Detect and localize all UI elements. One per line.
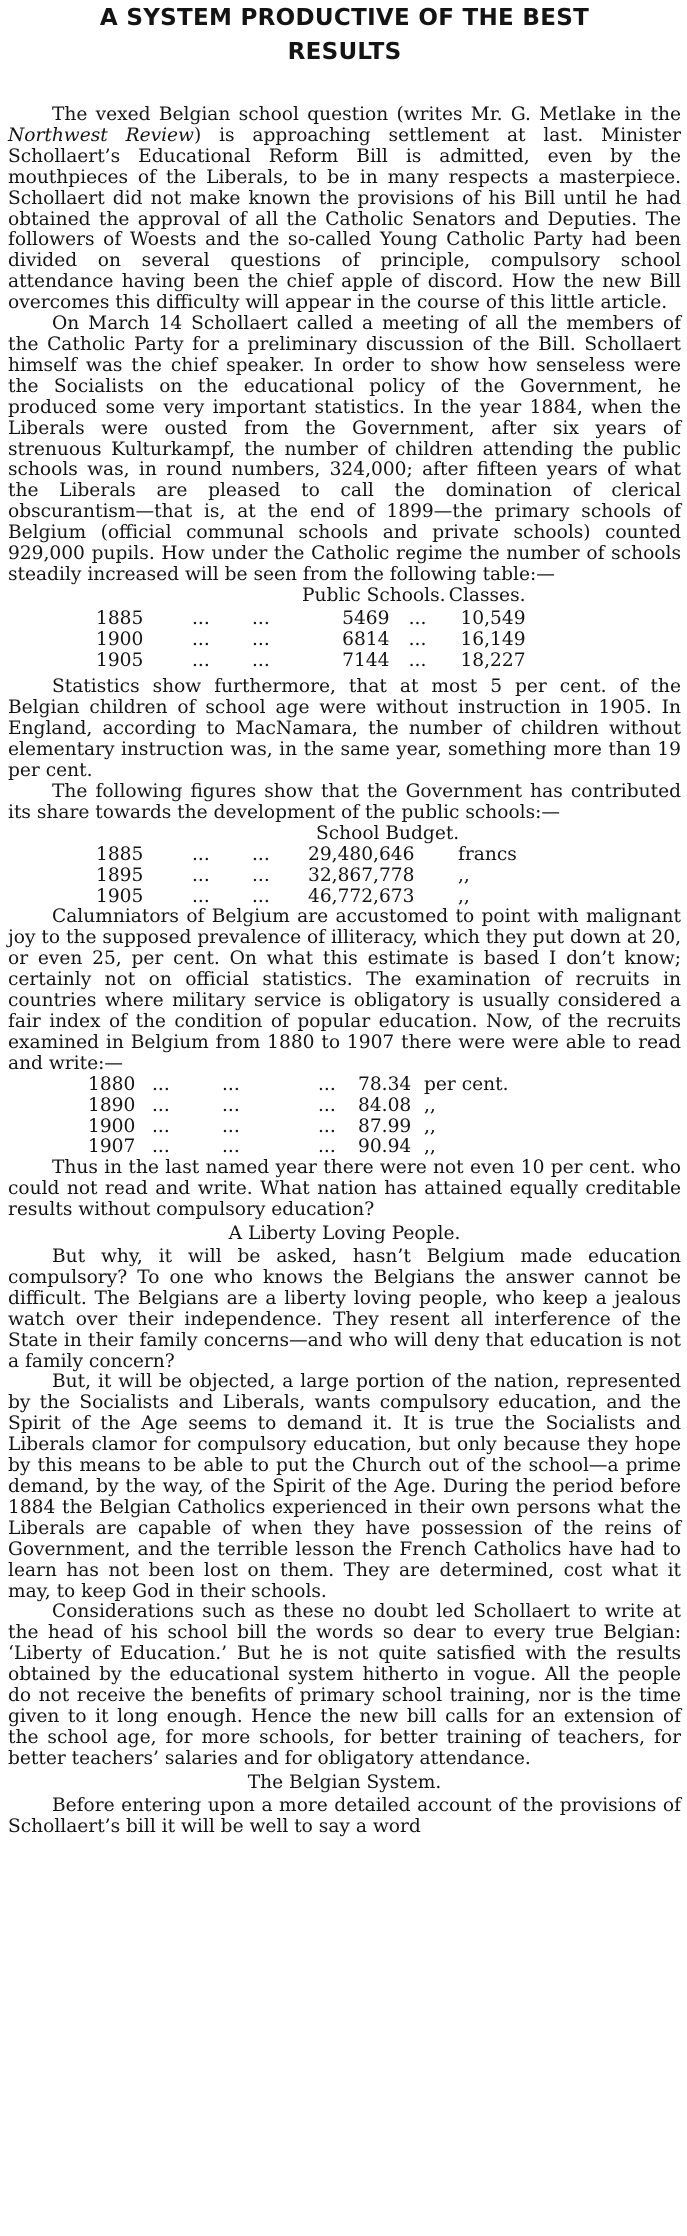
intro-text-end: ) is approaching settlement at last. Minister Schollaert’s Educational Reform Bill is admitted, even by the mouthpieces of the Liberals, to be in many respects a masterpiece. Schollaert did not make known the provisions of his Bill until he had obtained the approval of all the Catholic Senators and Deputies. The followers of Woests and the so-called Young Catholic Party had been divided on several questions of principle, compulsory school attendance having been the chief apple of discord. How the new Bill overcomes this difficulty will appear in the course of this little article. [8, 124, 681, 314]
table-row [88, 1075, 508, 1096]
budget-table [96, 824, 517, 908]
table-cell-unit: ,, [458, 885, 470, 907]
leader-dots: ... [252, 649, 270, 671]
leader-dots: ... [152, 1094, 170, 1116]
leader-dots: ... [152, 1115, 170, 1137]
article-headline [8, 0, 681, 69]
headline-line-1: A SYSTEM PRODUCTIVE OF THE BEST [99, 5, 590, 31]
table-cell-year: 1885 [96, 843, 144, 865]
paragraph-statistics: Statistics show furthermore, that at most 5 per cent. of the Belgian children of school age were without instruction in 1905. In England, according to MacNamara, the number of children without elementary instruction was, in the same year, something more than 19 per cent. [8, 676, 681, 782]
headline-line-2: RESULTS [287, 39, 402, 65]
table-cell-year: 1907 [88, 1136, 136, 1158]
intro-text-start: The vexed Belgian school question (writes Mr. G. Metlake in the [52, 104, 681, 125]
table-cell-unit: francs [458, 843, 517, 865]
table-cell-schools: 6814 [342, 628, 390, 650]
leader-dots: ... [192, 628, 210, 650]
table-cell-unit: ,, [424, 1115, 436, 1137]
table-cell-year: 1900 [88, 1115, 136, 1137]
leader-dots: ... [252, 628, 270, 650]
table-cell-amount: 32,867,778 [308, 864, 415, 886]
paragraph-intro [8, 105, 681, 314]
leader-dots: ... [192, 607, 210, 629]
table-cell-amount: 46,772,673 [308, 885, 415, 907]
table-cell-percent: 87.99 [358, 1115, 412, 1137]
table-cell-unit: ,, [424, 1136, 436, 1158]
table-row [88, 1096, 508, 1117]
leader-dots: ... [318, 1094, 336, 1116]
paragraph-conclusion-literacy: Thus in the last named year there were not even 10 per cent. who could not read and write. What nation has attained equally creditable results without compulsory education? [8, 1157, 681, 1221]
schools-column-header: Public Schools. [302, 584, 446, 606]
table-cell-percent: 78.34 [358, 1073, 412, 1095]
paragraph-meeting: On March 14 Schollaert called a meeting of all the members of the Catholic Party for a preliminary discussion of the Bill. Schollaert himself was the chief speaker. In order to show how senseless were the Socialists on the educational policy of the Government, he produced some very important statistics. In the year 1884, when the Liberals were ousted from the Government, after six years of strenuous Kulturkampf, the number of children attending the public schools was, in round numbers, 324,000; after fifteen years of what the Liberals are pleased to call the domination of clerical obscurantism—that is, at the end of 1899—the primary schools of Belgium (official communal schools and private schools) counted 929,000 pupils. How under the Catholic regime the number of schools steadily increased will be seen from the following table:— [8, 313, 681, 585]
schools-table-header [96, 586, 526, 609]
table-cell-schools: 7144 [342, 649, 390, 671]
leader-dots: ... [252, 607, 270, 629]
schools-table [96, 586, 526, 672]
leader-dots: ... [222, 1094, 240, 1116]
leader-dots: ... [318, 1115, 336, 1137]
table-cell-year: 1900 [96, 628, 144, 650]
leader-dots: ... [408, 628, 427, 650]
table-cell-year: 1890 [88, 1094, 136, 1116]
publication-name: Northwest Review [8, 124, 194, 146]
paragraph-budget-intro: The following figures show that the Government has contributed its share towards the development of the public schools:— [8, 781, 681, 823]
paragraph-compulsory-question: But why, it will be asked, hasn’t Belgium made education compulsory? To one who knows the Belgians the answer cannot be difficult. The Belgians are a liberty loving people, who keep a jealous watch over their independence. They resent all interference of the State in their family concerns—and who will deny that education is not a family concern? [8, 1246, 681, 1372]
table-cell-unit: ,, [424, 1094, 436, 1116]
table-cell-classes: 10,549 [460, 607, 526, 629]
table-row [88, 1117, 508, 1138]
leader-dots: ... [192, 864, 210, 886]
table-row [96, 609, 526, 630]
leader-dots: ... [318, 1073, 336, 1095]
table-cell-classes: 18,227 [460, 649, 526, 671]
table-cell-amount: 29,480,646 [308, 843, 415, 865]
table-row [96, 651, 526, 672]
leader-dots: ... [408, 607, 427, 629]
table-cell-year: 1895 [96, 864, 144, 886]
table-row [96, 630, 526, 651]
paragraph-considerations: Considerations such as these no doubt led Schollaert to write at the head of his school bill the words so dear to every true Belgian: ‘Liberty of Education.’ But he is not quite satisfied with the results obtained by the educational system hitherto in vogue. All the people do not receive the benefits of primary school training, nor is the time given to it long enough. Hence the new bill calls for an extension of the school age, for more schools, for better training of teachers, for better teachers’ salaries and for obligatory attendance. [8, 1601, 681, 1769]
leader-dots: ... [252, 864, 270, 886]
classes-column-header: Classes. [448, 584, 526, 606]
table-cell-year: 1905 [96, 649, 144, 671]
table-cell-year: 1880 [88, 1073, 136, 1095]
table-cell-unit: ,, [458, 864, 470, 886]
leader-dots: ... [252, 843, 270, 865]
table-cell-year: 1885 [96, 607, 144, 629]
paragraph-illiteracy: Calumniators of Belgium are accustomed to point with malignant joy to the supposed prevalence of illiteracy, which they put down at 20, or even 25, per cent. On what this estimate is based I don’t know; certainly not on official statistics. The examination of recruits in countries where military service is obligatory is usually considered a fair index of the condition of popular education. Now, of the recruits examined in Belgium from 1880 to 1907 there were were able to read and write:— [8, 906, 681, 1074]
paragraph-belgian-system: Before entering upon a more detailed account of the provisions of Schollaert’s bill it will be well to say a word [8, 1794, 681, 1837]
table-cell-unit: per cent. [424, 1073, 509, 1095]
table-cell-percent: 84.08 [358, 1094, 412, 1116]
table-cell-schools: 5469 [342, 607, 390, 629]
table-row [96, 866, 517, 887]
budget-table-header [96, 824, 517, 845]
article-body [8, 105, 681, 1838]
leader-dots: ... [222, 1073, 240, 1095]
paragraph-objection: But, it will be objected, a large portion of the nation, represented by the Socialists and Liberals, wants compulsory education, and the Spirit of the Age seems to demand it. It is true the Socialists and Liberals clamor for compulsory education, but only because they hope by this means to be able to put the Church out of the school—a prime demand, by the way, of the Spirit of the Age. During the period before 1884 the Belgian Catholics experienced in their own persons what the Liberals are capable of when they have possession of the reins of Government, and the terrible lesson the French Catholics have had to learn has not been lost on them. They are determined, cost what it may, to keep God in their schools. [8, 1371, 681, 1602]
leader-dots: ... [222, 1115, 240, 1137]
leader-dots: ... [192, 649, 210, 671]
leader-dots: ... [152, 1073, 170, 1095]
subheading-liberty: A Liberty Loving People. [228, 1223, 461, 1245]
table-row [88, 1137, 508, 1158]
leader-dots: ... [152, 1136, 170, 1158]
leader-dots: ... [252, 885, 270, 907]
leader-dots: ... [192, 885, 210, 907]
leader-dots: ... [318, 1136, 336, 1158]
leader-dots: ... [222, 1136, 240, 1158]
literacy-table [88, 1075, 508, 1159]
table-row [96, 887, 517, 908]
table-cell-percent: 90.94 [358, 1136, 412, 1158]
table-cell-classes: 16,149 [460, 628, 526, 650]
budget-column-header: School Budget. [316, 822, 460, 844]
table-row [96, 845, 517, 866]
table-cell-year: 1905 [96, 885, 144, 907]
subheading-belgian-system: The Belgian System. [247, 1771, 442, 1793]
leader-dots: ... [408, 649, 427, 671]
leader-dots: ... [192, 843, 210, 865]
